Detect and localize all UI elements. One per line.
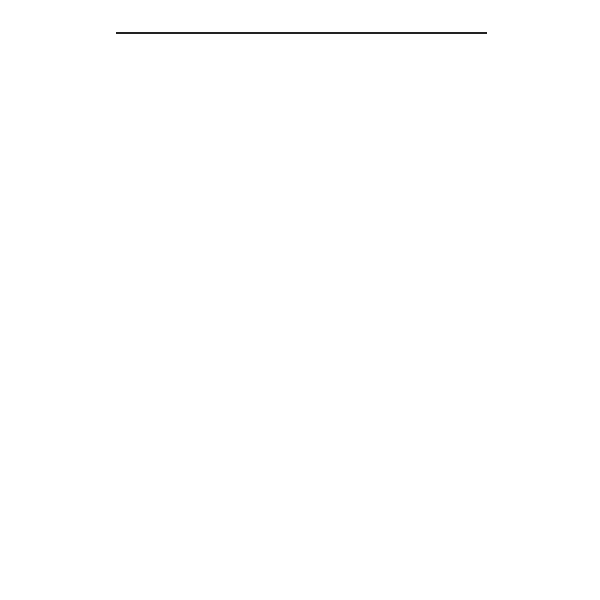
summary-box	[116, 32, 487, 34]
contents-page	[116, 24, 487, 34]
